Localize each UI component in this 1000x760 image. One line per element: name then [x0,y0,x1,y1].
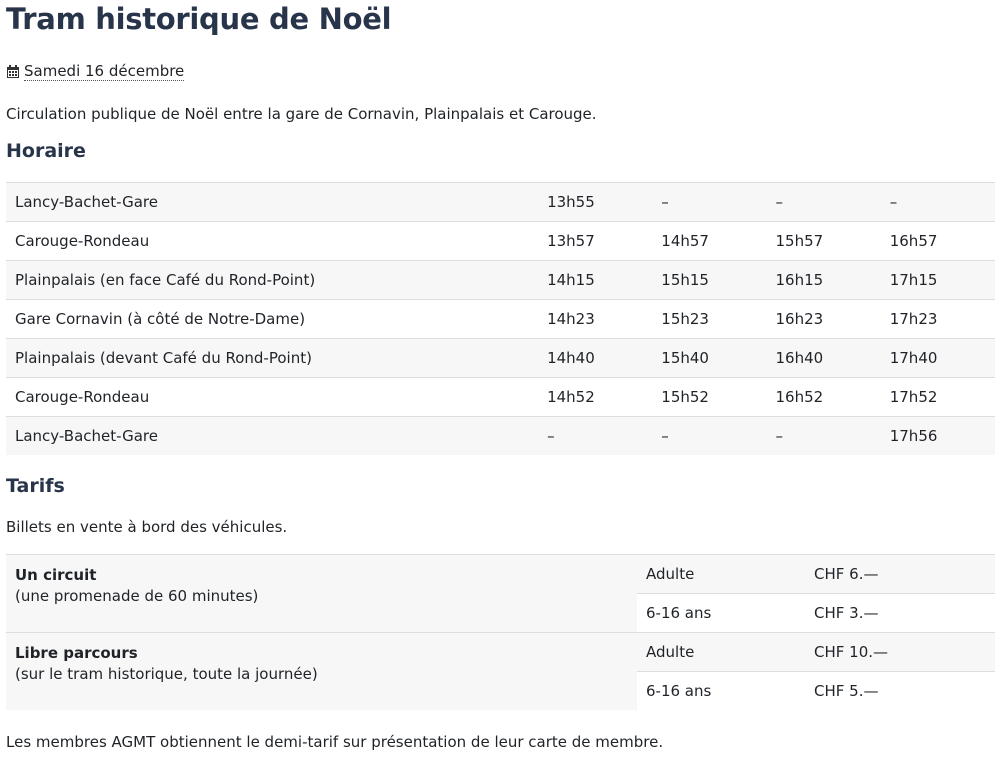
tarif-price: CHF 3.— [805,594,995,633]
tarifs-heading: Tarifs [6,475,65,497]
stop-name: Plainpalais (en face Café du Rond-Point) [6,261,538,300]
tarif-product [6,633,637,711]
stop-name: Carouge-Rondeau [6,378,538,417]
departure-time: 17h23 [881,300,995,339]
departure-time: 15h52 [652,378,766,417]
departure-time: 16h57 [881,222,995,261]
departure-time: 15h57 [767,222,881,261]
departure-time: – [538,417,652,456]
tarif-product [6,555,637,633]
departure-time: 17h56 [881,417,995,456]
stop-name: Gare Cornavin (à côté de Notre-Dame) [6,300,538,339]
departure-time: 17h40 [881,339,995,378]
tarifs-table [6,554,995,710]
departure-time: – [652,417,766,456]
stop-name: Carouge-Rondeau [6,222,538,261]
tarif-category: Adulte [637,633,805,672]
departure-time: – [881,183,995,222]
product-description: (sur le tram historique, toute la journée) [15,665,318,683]
departure-time: 14h23 [538,300,652,339]
intro-text: Circulation publique de Noël entre la gare de Cornavin, Plainpalais et Carouge. [6,105,597,123]
member-note: Les membres AGMT obtiennent le demi-tarif sur présentation de leur carte de membre. [6,733,664,751]
departure-time: 14h40 [538,339,652,378]
tarif-category: Adulte [637,555,805,594]
departure-time: 16h15 [767,261,881,300]
tarif-price: CHF 6.— [805,555,995,594]
departure-time: 14h15 [538,261,652,300]
departure-time: – [767,183,881,222]
product-name: Un circuit [15,566,97,584]
stop-name: Plainpalais (devant Café du Rond-Point) [6,339,538,378]
page-title: Tram historique de Noël [6,2,392,36]
event-date [7,62,184,81]
departure-time: 16h40 [767,339,881,378]
schedule-row [6,222,995,261]
tarif-price: CHF 5.— [805,672,995,711]
departure-time: 15h23 [652,300,766,339]
departure-time: 16h23 [767,300,881,339]
stop-name: Lancy-Bachet-Gare [6,417,538,456]
departure-time: – [767,417,881,456]
stop-name: Lancy-Bachet-Gare [6,183,538,222]
departure-time: 14h57 [652,222,766,261]
departure-time: 13h57 [538,222,652,261]
tarifs-note: Billets en vente à bord des véhicules. [6,518,288,536]
schedule-row [6,339,995,378]
departure-time: 17h15 [881,261,995,300]
product-name: Libre parcours [15,644,138,662]
tarif-category: 6-16 ans [637,594,805,633]
departure-time: 15h15 [652,261,766,300]
departure-time: 15h40 [652,339,766,378]
date-link[interactable]: Samedi 16 décembre [24,62,185,80]
calendar-icon [7,65,19,78]
schedule-row [6,261,995,300]
schedule-row [6,183,995,222]
product-description: (une promenade de 60 minutes) [15,587,259,605]
departure-time: – [652,183,766,222]
tarif-category: 6-16 ans [637,672,805,711]
departure-time: 16h52 [767,378,881,417]
schedule-table [6,182,995,455]
schedule-heading: Horaire [6,140,86,162]
schedule-row [6,378,995,417]
departure-time: 17h52 [881,378,995,417]
schedule-row [6,417,995,456]
departure-time: 14h52 [538,378,652,417]
schedule-row [6,300,995,339]
departure-time: 13h55 [538,183,652,222]
tarif-price: CHF 10.— [805,633,995,672]
tarif-row [6,633,995,672]
tarif-row [6,555,995,594]
